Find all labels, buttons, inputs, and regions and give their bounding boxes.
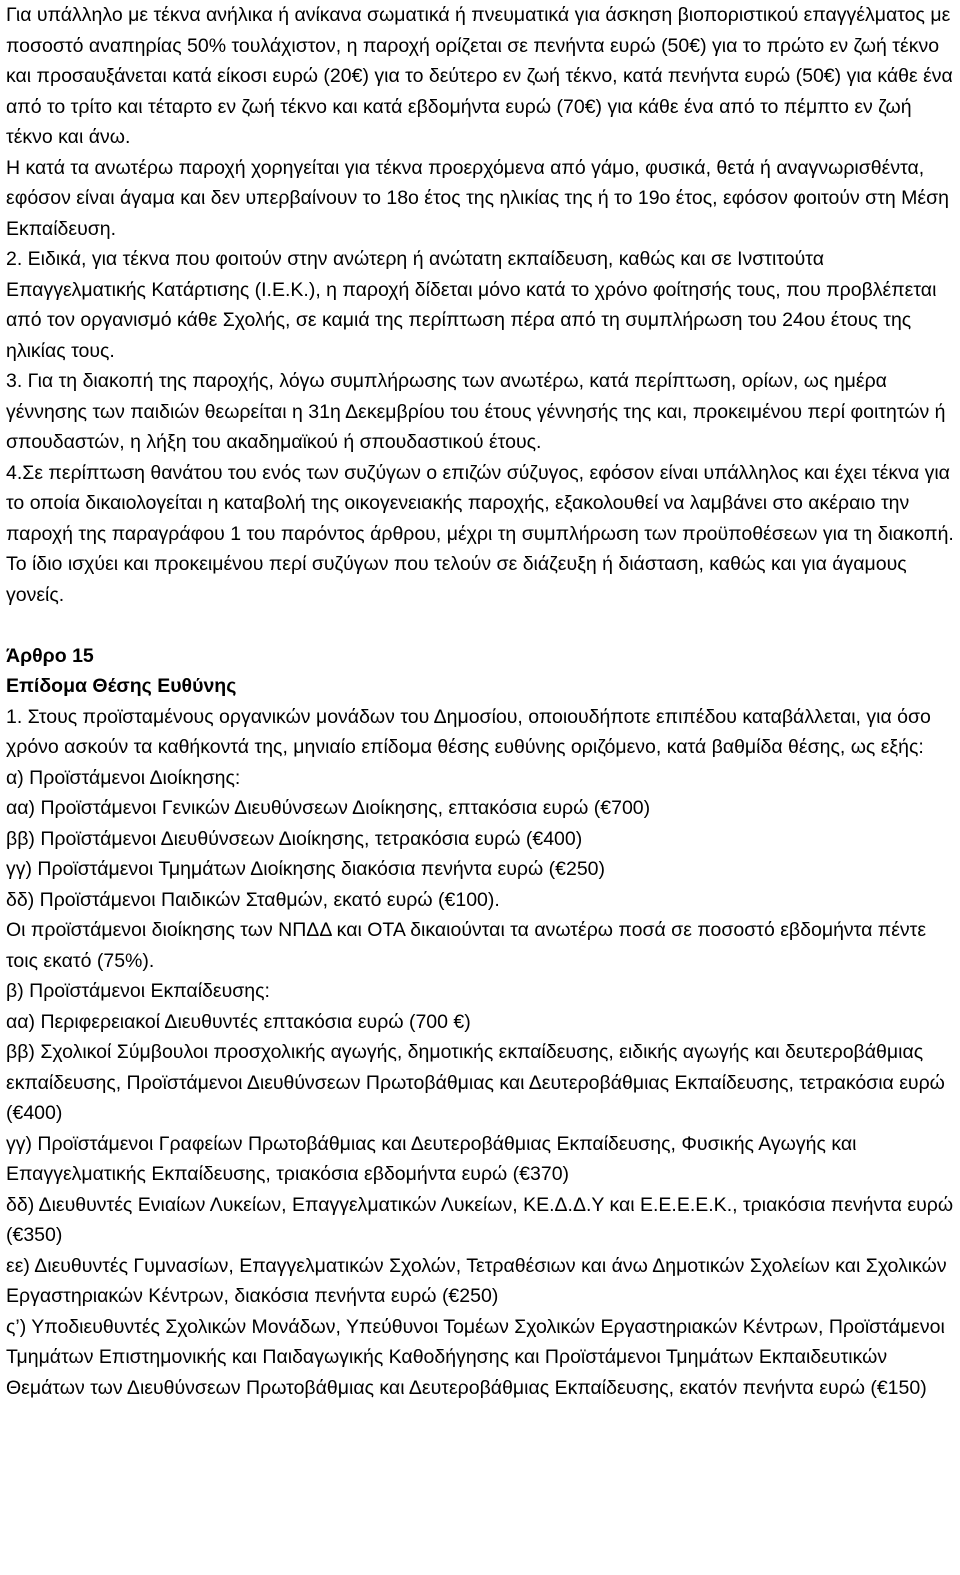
paragraph-2-higher-education: 2. Ειδικά, για τέκνα που φοιτούν στην ανώτερη ή ανώτατη εκπαίδευση, καθώς και σε Ινστιτούτα Επαγγελματικής Κατάρτισης (Ι.Ε.Κ.), η παροχή δίδεται μόνο κατά το χρόνο φοίτησής τους, που προβλέπεται από τον οργανισμό κάθε Σχολής, σε καμιά της περίπτωση πέρα από τη συμπλήρωση του 24ου έτους της ηλικίας τους.	[6, 248, 937, 362]
list-heading-education: β) Προϊστάμενοι Εκπαίδευσης:	[6, 980, 270, 1002]
paragraph-child-allowance-amounts: Για υπάλληλο με τέκνα ανήλικα ή ανίκανα σωματικά ή πνευματικά για άσκηση βιοποριστικού επαγγέλματος με ποσοστό αναπηρίας 50% τουλάχιστον, η παροχή ορίζεται σε πενήντα ευρώ (50€) για το πρώτο εν ζωή τέκνο και προσαυξάνεται κατά είκοσι ευρώ (20€) για το δεύτερο εν ζωή τέκνο, κατά πενήντα ευρώ (50€) για κάθε ένα από το τρίτο και τέταρτο εν ζωή τέκνο και κατά εβδομήντα ευρώ (70€) για κάθε ένα από το πέμπτο εν ζωή τέκνο και άνω.	[6, 4, 953, 148]
list-heading-administration: α) Προϊστάμενοι Διοίκησης:	[6, 766, 241, 789]
paragraph-4-spouse-death: 4.Σε περίπτωση θανάτου του ενός των συζύγων ο επιζών σύζυγος, εφόσον είναι υπάλληλος και έχει τέκνα για το οποία δικαιολογείται η καταβολή της οικογενειακής παροχής, εξακολουθεί να λαμβάνει στο ακέραιο την παροχή της παραγράφου 1 του παρόντος άρθρου, μέχρι τη συμπλήρωση των προϋποθέσεων για τη διακοπή. Το ίδιο ισχύει και προκειμένου περί συζύγων που τελούν σε διάζευξη ή διάσταση, καθώς και για άγαμους γονείς.	[6, 461, 954, 606]
blank-line	[6, 610, 954, 641]
paragraph-npdd-ota-percentage: Οι προϊστάμενοι διοίκησης των ΝΠΔΔ και ΟΤΑ δικαιούνται τα ανωτέρω ποσά σε ποσοστό εβδομήντα πέντε τοις εκατό (75%).	[6, 919, 927, 972]
list-item-lyceum-directors: δδ) Διευθυντές Ενιαίων Λυκείων, Επαγγελματικών Λυκείων, ΚΕ.Δ.Δ.Υ και Ε.Ε.Ε.Ε.Κ., τριακόσια πενήντα ευρώ (€350)	[6, 1193, 954, 1246]
list-item-departments: γγ) Προϊστάμενοι Τμημάτων Διοίκησης διακόσια πενήντα ευρώ (€250)	[6, 858, 606, 880]
list-item-gymnasium-directors: εε) Διευθυντές Γυμνασίων, Επαγγελματικών Σχολών, Τετραθέσιων και άνω Δημοτικών Σχολείων και Σχολικών Εργαστηριακών Κέντρων, διακόσια πενήντα ευρώ (€250)	[6, 1254, 947, 1307]
list-item-general-directorates: αα) Προϊστάμενοι Γενικών Διευθύνσεων Διοίκησης, επτακόσια ευρώ (€700)	[6, 797, 651, 819]
list-item-school-advisors: ββ) Σχολικοί Σύμβουλοι προσχολικής αγωγής, δημοτικής εκπαίδευσης, ειδικής αγωγής και δευτεροβάθμιας εκπαίδευσης, Προϊστάμενοι Διευθύνσεων Πρωτοβάθμιας και Δευτεροβάθμιας Εκπαίδευσης, τετρακόσια ευρώ (€400)	[6, 1041, 945, 1124]
list-item-regional-directors: αα) Περιφερειακοί Διευθυντές επτακόσια ευρώ (700 €)	[6, 1010, 471, 1033]
paragraph-3-termination: 3. Για τη διακοπή της παροχής, λόγω συμπλήρωσης των ανωτέρω, κατά περίπτωση, ορίων, ως ημέρα γέννησης των παιδιών θεωρείται η 31η Δεκεμβρίου του έτους γέννησής της και, προκειμένου περί φοιτητών ή σπουδαστών, η λήξη του ακαδημαϊκού ή σπουδαστικού έτους.	[6, 370, 946, 453]
paragraph-eligibility-conditions: Η κατά τα ανωτέρω παροχή χορηγείται για τέκνα προερχόμενα από γάμο, φυσικά, θετά ή αναγνωρισθέντα, εφόσον είναι άγαμα και δεν υπερβαίνουν το 18ο έτος της ηλικίας της ή το 19ο έτος, εφόσον φοιτούν στη Μέση Εκπαίδευση.	[6, 156, 949, 240]
paragraph-1-responsibility-allowance: 1. Στους προϊσταμένους οργανικών μονάδων του Δημοσίου, οποιουδήποτε επιπέδου καταβάλλεται, για όσο χρόνο ασκούν τα καθήκοντά της, μηνιαίο επίδομα θέσης ευθύνης οριζόμενο, κατά βαθμίδα θέσης, ως εξής:	[6, 705, 931, 758]
list-item-education-offices: γγ) Προϊστάμενοι Γραφείων Πρωτοβάθμιας και Δευτεροβάθμιας Εκπαίδευσης, Φυσικής Αγωγής και Επαγγελματικής Εκπαίδευσης, τριακόσια εβδομήντα ευρώ (€370)	[6, 1132, 857, 1185]
list-item-directorates: ββ) Προϊστάμενοι Διευθύνσεων Διοίκησης, τετρακόσια ευρώ (€400)	[6, 827, 583, 850]
list-item-deputy-directors: ς’) Υποδιευθυντές Σχολικών Μονάδων, Υπεύθυνοι Τομέων Σχολικών Εργαστηριακών Κέντρων, Προϊστάμενοι Τμημάτων Επιστημονικής και Παιδαγωγικής Καθοδήγησης και Προϊστάμενοι Τμημάτων Εκπαιδευτικών Θεμάτων των Διευθύνσεων Πρωτοβάθμιας και Δευτεροβάθμιας Εκπαίδευσης, εκατόν πενήντα ευρώ (€150)	[6, 1315, 945, 1399]
article-title: Επίδομα Θέσης Ευθύνης	[6, 675, 237, 697]
list-item-nurseries: δδ) Προϊστάμενοι Παιδικών Σταθμών, εκατό ευρώ (€100).	[6, 888, 500, 911]
article-number: Άρθρο 15	[6, 644, 94, 667]
